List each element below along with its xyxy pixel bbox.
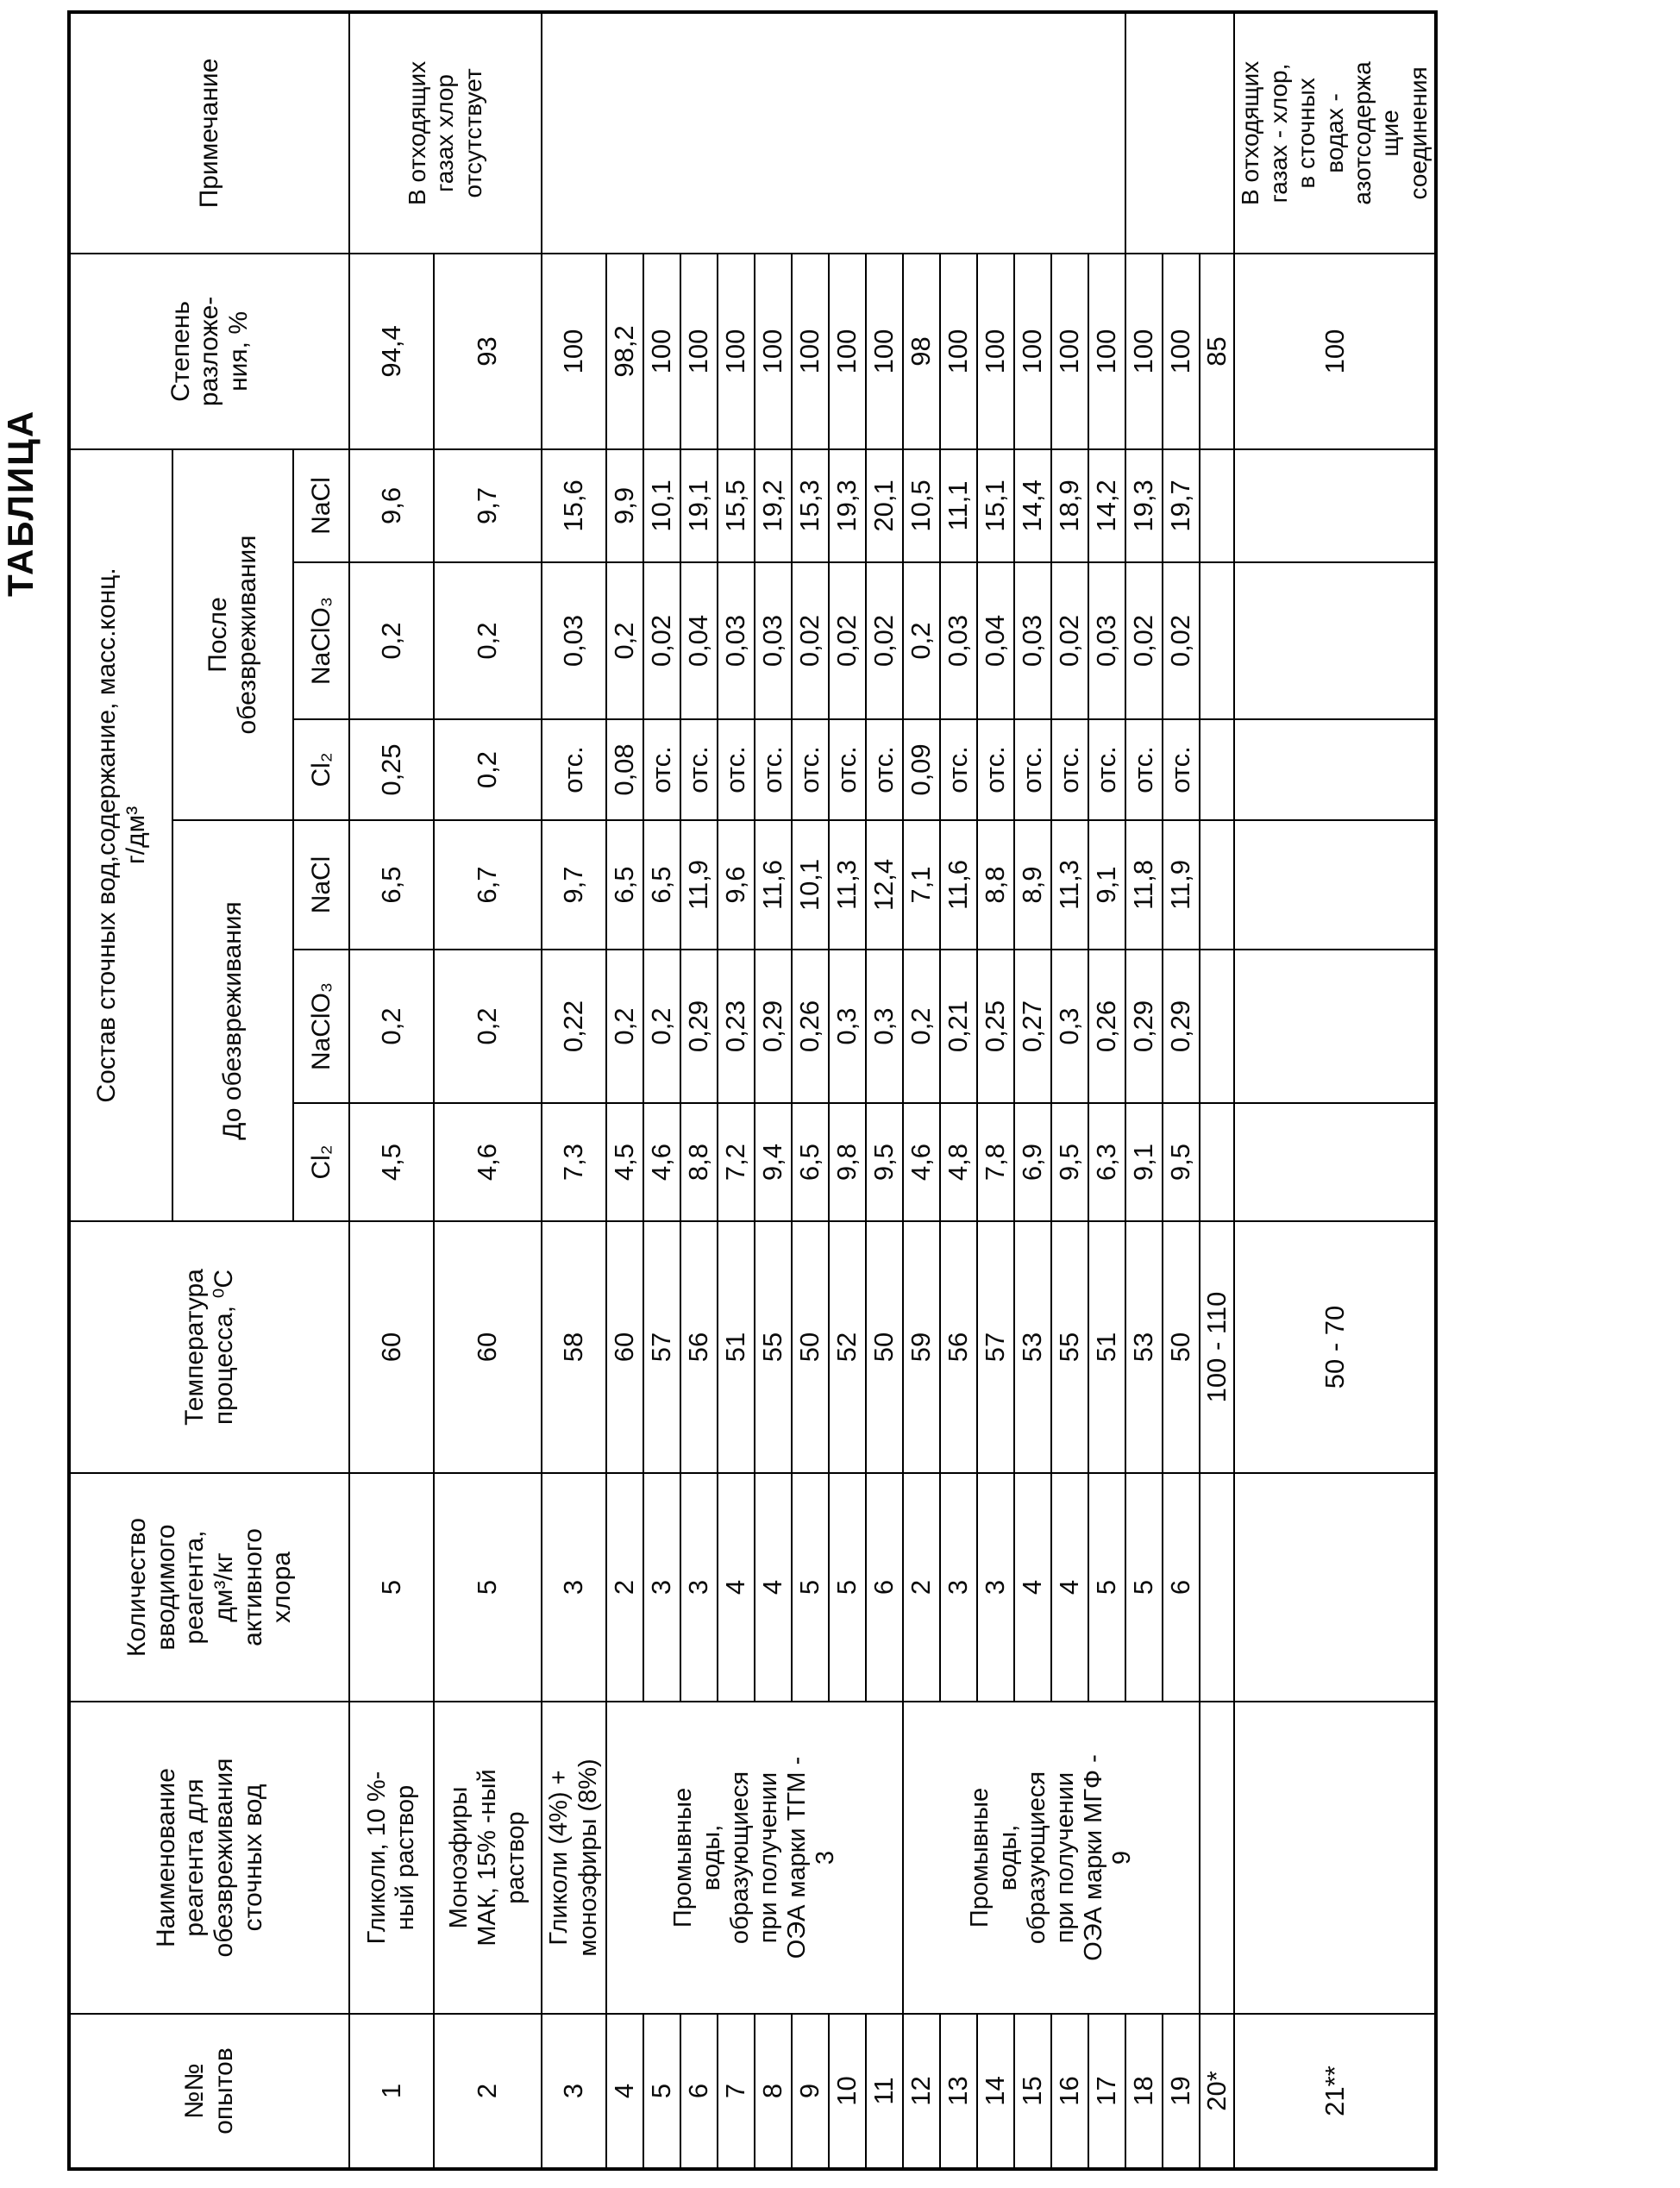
table-cell: 0,29: [1163, 950, 1200, 1103]
table-cell: 57: [977, 1221, 1014, 1473]
table-cell: 9,1: [1125, 1103, 1163, 1221]
table-cell: 7: [718, 2014, 755, 2169]
table-cell: 100: [940, 254, 977, 449]
table-cell: 0,3: [1051, 950, 1088, 1103]
table-cell: [1200, 1103, 1234, 1221]
table-cell: 100: [1051, 254, 1088, 449]
table-cell: 9,6: [718, 820, 755, 950]
table-cell: [1200, 1473, 1234, 1702]
table-cell: 58: [542, 1221, 606, 1473]
table-cell: отс.: [1125, 719, 1163, 820]
table-cell: 5: [792, 1473, 829, 1702]
table-cell: отс.: [1051, 719, 1088, 820]
table-row: [903, 12, 940, 2169]
table-cell: 2: [606, 1473, 643, 1702]
table-cell: Моноэфиры МАК, 15% -ный раствор: [434, 1702, 542, 2014]
table-cell: 100: [755, 254, 792, 449]
table-cell: 6,5: [792, 1103, 829, 1221]
table-cell: 53: [1125, 1221, 1163, 1473]
table-cell: 0,03: [542, 562, 606, 719]
table-cell: 19,3: [1125, 449, 1163, 562]
table-cell: 0,2: [434, 719, 542, 820]
header-before-naclo3: NaClO₃: [293, 950, 349, 1103]
table-cell: 6,5: [643, 820, 680, 950]
table-cell: 85: [1200, 254, 1234, 449]
table-cell: 5: [434, 1473, 542, 1702]
table-cell: 0,09: [903, 719, 940, 820]
table-cell: 0,2: [349, 562, 434, 719]
table-cell: 0,3: [866, 950, 903, 1103]
table-cell: 100: [718, 254, 755, 449]
table-cell: 8,8: [977, 820, 1014, 950]
header-after-treatment: После обезвреживания: [172, 449, 293, 820]
table-cell: 0,29: [1125, 950, 1163, 1103]
table-cell: [542, 12, 1125, 254]
table-cell: 11,1: [940, 449, 977, 562]
table-cell: 6,5: [349, 820, 434, 950]
table-cell: 0,22: [542, 950, 606, 1103]
table-cell: [1200, 562, 1234, 719]
table-cell: 50: [866, 1221, 903, 1473]
table-cell: 3: [643, 1473, 680, 1702]
table-cell: 3: [542, 1473, 606, 1702]
table-body: [349, 12, 1436, 2169]
table-cell: 4,6: [903, 1103, 940, 1221]
table-cell: 0,27: [1014, 950, 1051, 1103]
table-cell: [1200, 950, 1234, 1103]
table-cell: [1125, 12, 1234, 254]
table-cell: [1234, 1702, 1436, 2014]
table-cell: 0,2: [349, 950, 434, 1103]
table-cell: 19,1: [680, 449, 718, 562]
table-cell: отс.: [718, 719, 755, 820]
table-cell: 4,6: [434, 1103, 542, 1221]
table-cell: [1234, 1473, 1436, 1702]
table-cell: 100: [866, 254, 903, 449]
table-cell: 3: [542, 2014, 606, 2169]
table-cell: 15,3: [792, 449, 829, 562]
table-cell: 0,03: [718, 562, 755, 719]
table-row: [434, 12, 542, 2169]
table-cell: 0,02: [866, 562, 903, 719]
table-cell: 4: [755, 1473, 792, 1702]
table-cell: 20,1: [866, 449, 903, 562]
table-cell: [1234, 950, 1436, 1103]
table-cell: 0,03: [940, 562, 977, 719]
table-cell: 10,5: [903, 449, 940, 562]
table-cell: 9: [792, 2014, 829, 2169]
header-before-treatment: До обезвреживания: [172, 820, 293, 1221]
table-cell: 0,03: [1088, 562, 1125, 719]
header-after-nacl: NaCl: [293, 449, 349, 562]
table-cell: 4: [1051, 1473, 1088, 1702]
table-cell: 0,02: [792, 562, 829, 719]
table-cell: 12,4: [866, 820, 903, 950]
table-cell: 6: [680, 2014, 718, 2169]
table-cell: 9,5: [1051, 1103, 1088, 1221]
table-row: [1200, 12, 1234, 2169]
table-cell: 19,7: [1163, 449, 1200, 562]
table-cell: 50 - 70: [1234, 1221, 1436, 1473]
table-cell: 11,9: [1163, 820, 1200, 950]
table-cell: В отходящих газах - хлор, в сточных водах - азотсодержа щие соединения: [1234, 12, 1436, 254]
table-cell: 59: [903, 1221, 940, 1473]
header-reagent-name: Наименование реагента для обезвреживания сточных вод: [69, 1702, 349, 2014]
table-cell: 56: [680, 1221, 718, 1473]
table-cell: [1234, 562, 1436, 719]
table-cell: 100: [1088, 254, 1125, 449]
table-cell: 15,6: [542, 449, 606, 562]
table-cell: отс.: [643, 719, 680, 820]
table-cell: 0,25: [977, 950, 1014, 1103]
table-cell: 9,9: [606, 449, 643, 562]
table-cell: [1234, 449, 1436, 562]
table-cell: [1200, 449, 1234, 562]
table-cell: 60: [349, 1221, 434, 1473]
table-cell: 11,9: [680, 820, 718, 950]
table-cell: отс.: [542, 719, 606, 820]
table-cell: отс.: [680, 719, 718, 820]
header-after-cl2: Cl₂: [293, 719, 349, 820]
table-cell: 11,6: [940, 820, 977, 950]
table-cell: 6: [866, 1473, 903, 1702]
table-cell: 14: [977, 2014, 1014, 2169]
table-cell: 9,7: [434, 449, 542, 562]
table-cell: 19,2: [755, 449, 792, 562]
table-cell: Промывные воды, образующиеся при получении ОЭА марки МГФ - 9: [903, 1702, 1200, 2014]
table-cell: 0,03: [755, 562, 792, 719]
header-row-1: [69, 12, 172, 2169]
table-cell: 21**: [1234, 2014, 1436, 2169]
table-cell: отс.: [1088, 719, 1125, 820]
table-cell: 5: [349, 1473, 434, 1702]
table-cell: 11,8: [1125, 820, 1163, 950]
table-cell: 100: [1014, 254, 1051, 449]
table-cell: отс.: [829, 719, 866, 820]
header-after-naclo3: NaClO₃: [293, 562, 349, 719]
table-cell: 20*: [1200, 2014, 1234, 2169]
table-cell: 0,26: [1088, 950, 1125, 1103]
table-cell: 5: [643, 2014, 680, 2169]
table-cell: 9,6: [349, 449, 434, 562]
table-cell: [1200, 820, 1234, 950]
table-cell: 9,4: [755, 1103, 792, 1221]
table-cell: отс.: [792, 719, 829, 820]
table-cell: 0,29: [680, 950, 718, 1103]
table-cell: 50: [792, 1221, 829, 1473]
table-cell: 0,2: [903, 562, 940, 719]
experiments-data-table: [67, 10, 1438, 2171]
table-row: [349, 12, 434, 2169]
table-cell: 0,3: [829, 950, 866, 1103]
table-cell: 93: [434, 254, 542, 449]
table-cell: 0,02: [1125, 562, 1163, 719]
header-wastewater-composition: Состав сточных вод,содержание, масс.конц. г/дм³: [69, 449, 172, 1221]
table-cell: 19,3: [829, 449, 866, 562]
table-cell: 1: [349, 2014, 434, 2169]
table-cell: 15: [1014, 2014, 1051, 2169]
table-cell: отс.: [940, 719, 977, 820]
table-cell: 100: [680, 254, 718, 449]
table-cell: 98: [903, 254, 940, 449]
table-cell: 94,4: [349, 254, 434, 449]
table-cell: 15,5: [718, 449, 755, 562]
table-cell: [1200, 1702, 1234, 2014]
table-cell: Гликоли (4%) + моноэфиры (8%): [542, 1702, 606, 2014]
table-cell: 0,23: [718, 950, 755, 1103]
table-cell: 19: [1163, 2014, 1200, 2169]
table-cell: 8,9: [1014, 820, 1051, 950]
table-cell: 0,21: [940, 950, 977, 1103]
table-cell: 4,6: [643, 1103, 680, 1221]
table-cell: 6,5: [606, 820, 643, 950]
table-cell: 10,1: [792, 820, 829, 950]
header-experiment-number: №№ опытов: [69, 2014, 349, 2169]
table-cell: 100 - 110: [1200, 1221, 1234, 1473]
table-cell: 11,3: [829, 820, 866, 950]
table-cell: 4: [1014, 1473, 1051, 1702]
table-cell: 0,2: [606, 562, 643, 719]
table-cell: [1200, 719, 1234, 820]
table-cell: 5: [1088, 1473, 1125, 1702]
table-cell: 13: [940, 2014, 977, 2169]
table-cell: 0,02: [643, 562, 680, 719]
table-cell: 100: [643, 254, 680, 449]
table-cell: [1234, 820, 1436, 950]
table-cell: 0,02: [1051, 562, 1088, 719]
table-cell: 9,1: [1088, 820, 1125, 950]
table-cell: 53: [1014, 1221, 1051, 1473]
table-cell: 50: [1163, 1221, 1200, 1473]
table-cell: В отходящих газах хлор отсутствует: [349, 12, 542, 254]
table-row: [542, 12, 606, 2169]
header-process-temperature: Температура процесса, ⁰С: [69, 1221, 349, 1473]
table-cell: 14,4: [1014, 449, 1051, 562]
table-cell: 3: [940, 1473, 977, 1702]
table-cell: 16: [1051, 2014, 1088, 2169]
table-cell: 9,7: [542, 820, 606, 950]
document-title: ТАБЛИЦА: [0, 409, 41, 597]
table-cell: Промывные воды, образующиеся при получении ОЭА марки ТГМ - 3: [606, 1702, 903, 2014]
table-row: [606, 12, 643, 2169]
table-cell: 0,04: [977, 562, 1014, 719]
table-row: [1234, 12, 1436, 2169]
table-cell: 4: [718, 1473, 755, 1702]
table-cell: отс.: [977, 719, 1014, 820]
table-cell: 7,1: [903, 820, 940, 950]
table-cell: 9,5: [866, 1103, 903, 1221]
table-cell: 100: [1125, 254, 1163, 449]
header-decomposition-degree: Степень разложе- ния, %: [69, 254, 349, 449]
table-cell: 51: [1088, 1221, 1125, 1473]
table-cell: 2: [903, 1473, 940, 1702]
table-cell: 3: [680, 1473, 718, 1702]
table-cell: 7,8: [977, 1103, 1014, 1221]
table-cell: 8,8: [680, 1103, 718, 1221]
table-cell: 11,6: [755, 820, 792, 950]
table-cell: 9,5: [1163, 1103, 1200, 1221]
table-cell: 14,2: [1088, 449, 1125, 562]
table-cell: 4,8: [940, 1103, 977, 1221]
table-cell: 55: [755, 1221, 792, 1473]
table-cell: 18,9: [1051, 449, 1088, 562]
table-cell: 4,5: [606, 1103, 643, 1221]
table-cell: 56: [940, 1221, 977, 1473]
table-cell: 0,26: [792, 950, 829, 1103]
table-cell: 10,1: [643, 449, 680, 562]
table-cell: 17: [1088, 2014, 1125, 2169]
header-before-nacl: NaCl: [293, 820, 349, 950]
table-cell: 6,9: [1014, 1103, 1051, 1221]
table-cell: 5: [829, 1473, 866, 1702]
table-cell: 12: [903, 2014, 940, 2169]
table-cell: 5: [1125, 1473, 1163, 1702]
table-cell: отс.: [1014, 719, 1051, 820]
table-cell: 3: [977, 1473, 1014, 1702]
table-cell: Гликоли, 10 %- ный раствор: [349, 1702, 434, 2014]
table-cell: 55: [1051, 1221, 1088, 1473]
table-cell: 6: [1163, 1473, 1200, 1702]
table-cell: 10: [829, 2014, 866, 2169]
table-cell: 11: [866, 2014, 903, 2169]
table-cell: 100: [1163, 254, 1200, 449]
table-cell: [1234, 1103, 1436, 1221]
table-cell: 100: [792, 254, 829, 449]
table-cell: 6,3: [1088, 1103, 1125, 1221]
table-cell: 60: [434, 1221, 542, 1473]
table-cell: 0,04: [680, 562, 718, 719]
table-cell: 4: [606, 2014, 643, 2169]
table-cell: 18: [1125, 2014, 1163, 2169]
table-cell: 100: [829, 254, 866, 449]
table-cell: 2: [434, 2014, 542, 2169]
table-cell: отс.: [755, 719, 792, 820]
header-before-cl2: Cl₂: [293, 1103, 349, 1221]
table-cell: [1234, 719, 1436, 820]
table-cell: 15,1: [977, 449, 1014, 562]
table-cell: 57: [643, 1221, 680, 1473]
table-cell: 0,2: [434, 950, 542, 1103]
table-cell: 0,25: [349, 719, 434, 820]
table-cell: 0,08: [606, 719, 643, 820]
table-cell: 4,5: [349, 1103, 434, 1221]
table-cell: отс.: [866, 719, 903, 820]
table-cell: 0,02: [1163, 562, 1200, 719]
table-cell: 0,2: [643, 950, 680, 1103]
table-cell: 11,3: [1051, 820, 1088, 950]
table-cell: отс.: [1163, 719, 1200, 820]
table-cell: 0,03: [1014, 562, 1051, 719]
table-cell: 98,2: [606, 254, 643, 449]
header-reagent-quantity: Количество вводимого реагента, дм³/кг активного хлора: [69, 1473, 349, 1702]
table-cell: 60: [606, 1221, 643, 1473]
table-cell: 100: [542, 254, 606, 449]
table-cell: 0,2: [903, 950, 940, 1103]
header-note: Примечание: [69, 12, 349, 254]
table-cell: 9,8: [829, 1103, 866, 1221]
table-cell: 0,2: [606, 950, 643, 1103]
table-cell: 8: [755, 2014, 792, 2169]
table-cell: 6,7: [434, 820, 542, 950]
table-cell: 100: [1234, 254, 1436, 449]
table-cell: 7,3: [542, 1103, 606, 1221]
table-cell: 100: [977, 254, 1014, 449]
table-cell: 0,02: [829, 562, 866, 719]
table-cell: 7,2: [718, 1103, 755, 1221]
table-cell: 0,29: [755, 950, 792, 1103]
table-cell: 0,2: [434, 562, 542, 719]
table-header: [69, 12, 349, 2169]
table-cell: 52: [829, 1221, 866, 1473]
table-cell: 51: [718, 1221, 755, 1473]
